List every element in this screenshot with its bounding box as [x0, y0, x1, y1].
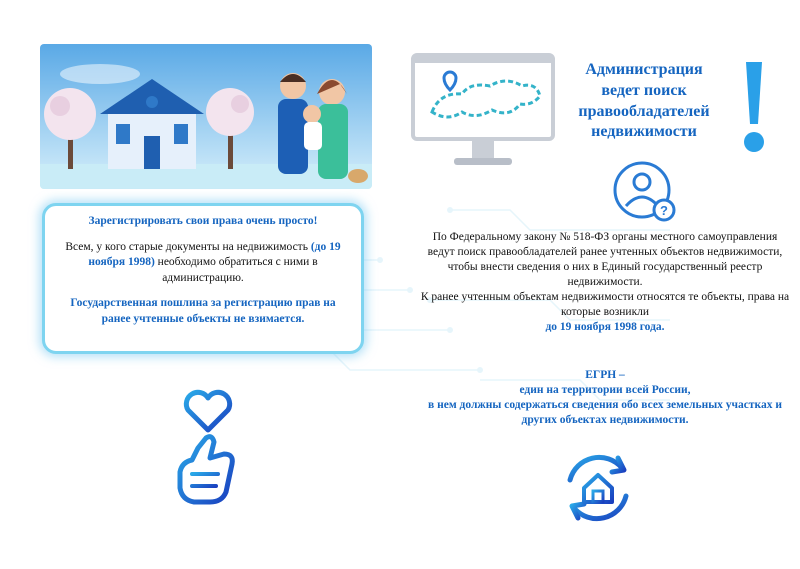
title-line-4: недвижимости	[591, 123, 697, 141]
house-sync-icon	[560, 450, 636, 526]
title-line-2: ведет поиск	[601, 81, 687, 99]
info-box	[42, 203, 364, 354]
egrn-block	[420, 368, 790, 428]
law-paragraph: По Федеральному закону № 518-ФЗ органы местного самоуправления ведут поиск правообладателей ранее учтенных объектов недвижимости, чтобы внести сведения о них в Единый государственный реестр недвижимости.	[427, 231, 783, 288]
svg-text:?: ?	[660, 203, 668, 218]
title-line-1: Администрация	[585, 61, 703, 78]
definition-paragraph: К ранее учтенным объектам недвижимости относятся те объекты, права на которые возникли	[420, 290, 790, 318]
egrn-line-2: в нем должны содержаться сведения обо всех земельных участках и других объектах недвижимости.	[428, 398, 782, 426]
info-box-date: (до 19 ноября 1998)	[88, 240, 341, 269]
definition-date: до 19 ноября 1998 года.	[545, 320, 665, 333]
monitor-russia-map-icon	[410, 52, 556, 170]
info-box-fee-note: Государственная пошлина за регистрацию прав на ранее учтенные объекты не взимается.	[70, 297, 336, 325]
info-box-body-end: необходимо обратиться с ними в администрацию.	[154, 256, 318, 284]
family-house-illustration	[40, 44, 372, 189]
exclamation-icon	[738, 58, 770, 158]
info-box-heading: Зарегистрировать свои права очень просто!	[88, 215, 318, 227]
info-box-body-start: Всем, у кого старые документы на недвижимость	[65, 240, 311, 253]
page-title	[558, 60, 730, 143]
heart-hand-icon	[168, 388, 248, 508]
info-box-body	[55, 240, 351, 287]
user-question-icon	[610, 160, 678, 222]
title-line-3: правообладателей	[578, 102, 710, 120]
egrn-title: ЕГРН –	[585, 369, 625, 381]
egrn-line-1: един на территории всей России,	[519, 383, 691, 396]
law-description	[420, 230, 790, 335]
